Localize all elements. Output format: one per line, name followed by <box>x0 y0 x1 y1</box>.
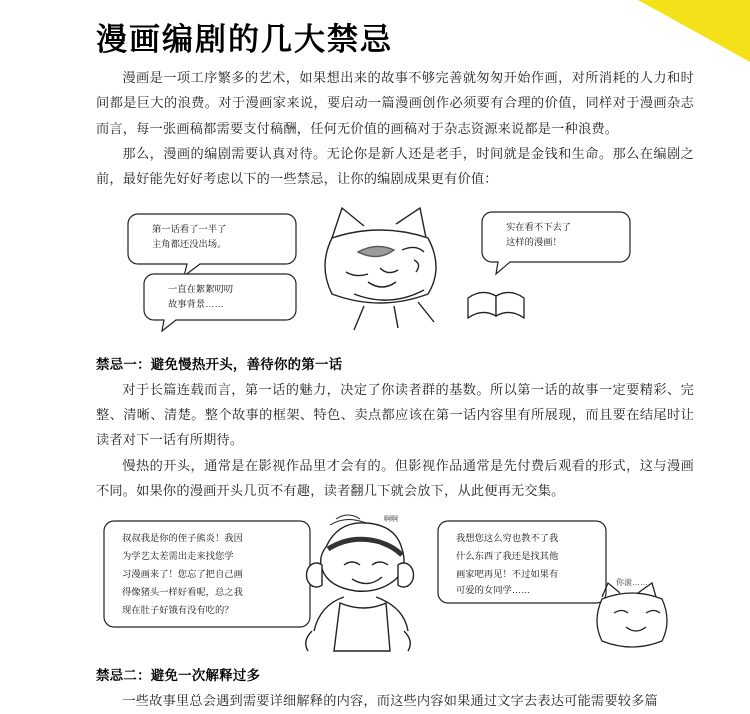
boy-character <box>306 515 414 651</box>
paragraph-1: 漫画是一项工序繁多的艺术，如果想出来的故事不够完善就匆匆开始作画，对所消耗的人力和时间都是巨大的浪费。对于漫画家来说，要启动一篇漫画创作必须要有合理的价值，同样对于漫画杂志而言，每一张画稿都需要支付稿酬，任何无价值的画稿对于杂志资源来说都是一种浪费。 <box>96 70 694 136</box>
svg-text:主角都还没出场。: 主角都还没出场。 <box>152 238 227 249</box>
speech-bubble-1 <box>128 214 296 276</box>
svg-text:这样的漫画！: 这样的漫画！ <box>506 236 562 247</box>
svg-text:一直在絮絮叨叨: 一直在絮絮叨叨 <box>168 283 234 294</box>
svg-text:得像猪头一样好看呢，总之我: 得像猪头一样好看呢，总之我 <box>122 587 243 598</box>
svg-text:叔叔我是你的侄子熊炎！我因: 叔叔我是你的侄子熊炎！我因 <box>122 533 243 544</box>
cat-character <box>325 208 436 330</box>
heading-taboo-1: 禁忌一：避免慢热开头，善待你的第一话 <box>96 356 343 372</box>
speech-bubble-4 <box>104 521 310 627</box>
comic-illustration-1 <box>96 202 694 342</box>
heading-taboo-2: 禁忌二：避免一次解释过多 <box>96 668 261 684</box>
svg-text:为学艺太差需出走来找您学: 为学艺太差需出走来找您学 <box>122 551 234 562</box>
sound-effect: 啊啊 <box>384 516 398 524</box>
speech-bubble-3 <box>482 212 630 274</box>
speech-bubble-5 <box>438 521 606 603</box>
svg-text:现在肚子好饿有没有吃的？: 现在肚子好饿有没有吃的？ <box>122 605 234 616</box>
paragraph-4: 慢热的开头，通常是在影视作品里才会有的。但影视作品通常是先付费后观看的形式，这与漫画不同。如果你的漫画开头几页不有趣，读者翻几下就会放下，从此便再无交集。 <box>96 457 694 499</box>
page-title: 漫画编剧的几大禁忌 <box>96 22 393 58</box>
speech-bubble-2 <box>144 274 296 331</box>
open-book-icon <box>468 292 524 318</box>
comic-illustration-2 <box>96 513 694 653</box>
svg-text:习漫画来了！您忘了把自己画: 习漫画来了！您忘了把自己画 <box>122 569 243 580</box>
svg-text:可爱的女同学……: 可爱的女同学…… <box>456 585 531 596</box>
paragraph-5: 一些故事里总会遇到需要详细解释的内容，而这些内容如果通过文字去表达可能需要较多篇 <box>122 693 658 709</box>
svg-text:我想您这么穷也教不了我: 我想您这么穷也教不了我 <box>456 533 559 544</box>
svg-text:实在看不下去了: 实在看不下去了 <box>506 221 572 232</box>
paragraph-2: 那么，漫画的编剧需要认真对待。无论你是新人还是老手，时间就是金钱和生命。那么在编剧之前，最好能先好好考虑以下的一些禁忌，让你的编剧成果更有价值： <box>96 146 694 187</box>
svg-text:什么东西了我还是找其他: 什么东西了我还是找其他 <box>456 551 559 562</box>
svg-text:画家吧再见！不过如果有: 画家吧再见！不过如果有 <box>456 569 559 580</box>
small-dialog-note: 你滚…… <box>616 578 648 588</box>
paragraph-3: 对于长篇连载而言，第一话的魅力，决定了你读者群的基数。所以第一话的故事一定要精彩、完整、清晰、清楚。整个故事的框架、特色、卖点都应该在第一话内容里有所展现，而且要在结尾时让读者对下一话有所期待。 <box>96 381 694 448</box>
small-cat-character <box>597 583 667 647</box>
svg-text:故事背景……: 故事背景…… <box>168 298 224 309</box>
svg-text:第一话看了一半了: 第一话看了一半了 <box>152 223 227 234</box>
